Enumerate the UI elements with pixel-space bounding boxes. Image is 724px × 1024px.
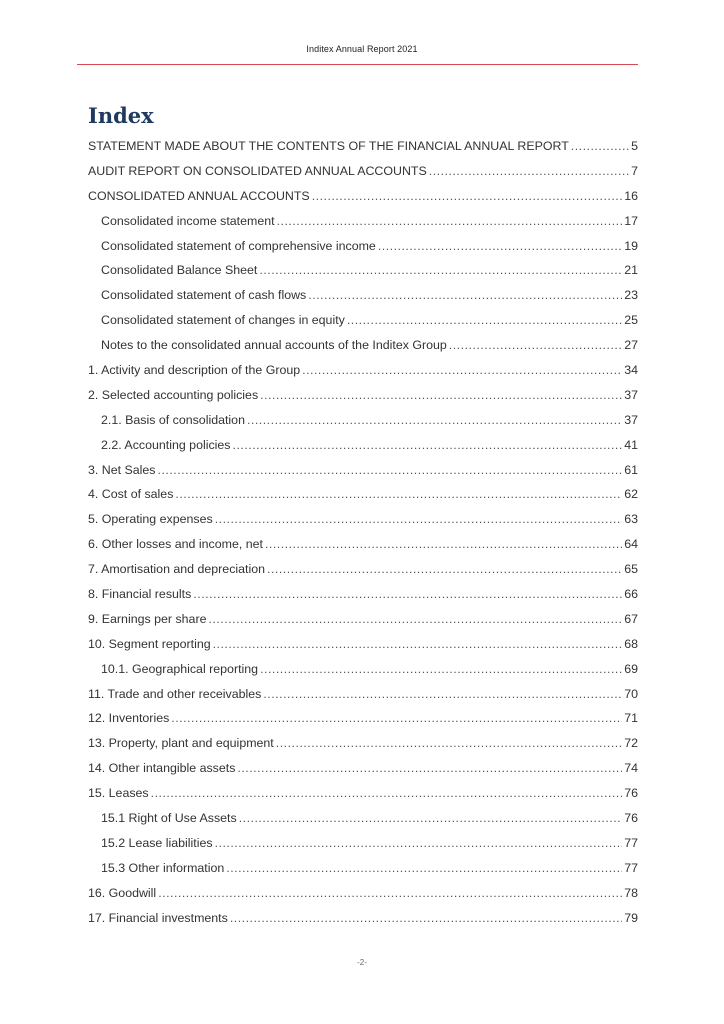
toc-leader-dots	[571, 134, 629, 159]
toc-entry-title: 15. Leases	[88, 786, 149, 801]
toc-leader-dots	[158, 458, 623, 483]
toc-leader-dots	[347, 308, 622, 333]
toc-entry-title: 15.2 Lease liabilities	[101, 835, 213, 850]
toc-entry-title: 11. Trade and other receivables	[88, 686, 262, 701]
toc-leader-dots	[263, 682, 622, 707]
toc-entry-title: Consolidated statement of changes in equity	[101, 313, 345, 328]
toc-entry-page: 41	[624, 437, 638, 452]
toc-entry-title: Consolidated Balance Sheet	[101, 263, 258, 278]
toc-leader-dots	[247, 408, 622, 433]
toc-entry-page: 65	[624, 562, 638, 577]
toc-entry[interactable]	[88, 209, 638, 234]
toc-entry-page: 17	[624, 213, 638, 228]
toc-leader-dots	[233, 433, 623, 458]
toc-entry[interactable]	[88, 383, 638, 408]
toc-leader-dots	[429, 159, 629, 184]
toc-leader-dots	[277, 209, 623, 234]
toc-leader-dots	[449, 333, 622, 358]
toc-entry[interactable]	[88, 781, 638, 806]
toc-entry[interactable]	[88, 856, 638, 881]
toc-leader-dots	[312, 184, 623, 209]
toc-entry-title: 14. Other intangible assets	[88, 761, 236, 776]
toc-entry[interactable]	[88, 582, 638, 607]
toc-entry-page: 66	[624, 587, 638, 602]
toc-leader-dots	[259, 258, 622, 283]
header-divider	[77, 64, 638, 65]
toc-leader-dots	[260, 383, 622, 408]
toc-entry[interactable]	[88, 333, 638, 358]
toc-entry-title: 6. Other losses and income, net	[88, 537, 263, 552]
toc-leader-dots	[265, 532, 622, 557]
toc-entry-page: 68	[624, 636, 638, 651]
toc-entry-page: 21	[624, 263, 638, 278]
toc-entry-page: 34	[624, 363, 638, 378]
toc-leader-dots	[158, 881, 622, 906]
toc-entry-page: 76	[624, 786, 638, 801]
toc-leader-dots	[175, 482, 622, 507]
toc-entry-title: 15.1 Right of Use Assets	[101, 811, 237, 826]
toc-entry-page: 25	[624, 313, 638, 328]
toc-entry-title: 3. Net Sales	[88, 462, 156, 477]
toc-entry-page: 72	[624, 736, 638, 751]
toc-entry-page: 71	[624, 711, 638, 726]
toc-leader-dots	[239, 806, 623, 831]
toc-leader-dots	[237, 756, 622, 781]
toc-entry-title: CONSOLIDATED ANNUAL ACCOUNTS	[88, 188, 310, 203]
toc-entry[interactable]	[88, 682, 638, 707]
toc-entry-title: 9. Earnings per share	[88, 611, 207, 626]
toc-entry[interactable]	[88, 831, 638, 856]
toc-entry-title: Consolidated income statement	[101, 213, 275, 228]
toc-entry[interactable]	[88, 358, 638, 383]
toc-leader-dots	[230, 906, 622, 931]
toc-leader-dots	[171, 706, 622, 731]
report-header-title: Inditex Annual Report 2021	[306, 44, 418, 54]
toc-entry-title: Notes to the consolidated annual accounts of the Inditex Group	[101, 338, 447, 353]
toc-entry-page: 79	[624, 910, 638, 925]
toc-leader-dots	[213, 632, 623, 657]
toc-entry[interactable]	[88, 806, 638, 831]
toc-entry[interactable]	[88, 308, 638, 333]
toc-entry-page: 23	[624, 288, 638, 303]
toc-entry-page: 16	[624, 188, 638, 203]
toc-entry-page: 61	[624, 462, 638, 477]
toc-entry-title: 7. Amortisation and depreciation	[88, 562, 266, 577]
toc-entry-title: 2.2. Accounting policies	[101, 437, 231, 452]
toc-leader-dots	[267, 557, 622, 582]
toc-entry-page: 63	[624, 512, 638, 527]
toc-leader-dots	[215, 831, 623, 856]
toc-leader-dots	[208, 607, 622, 632]
toc-entry[interactable]	[88, 458, 638, 483]
toc-entry-page: 64	[624, 537, 638, 552]
toc-entry[interactable]	[88, 433, 638, 458]
toc-leader-dots	[151, 781, 623, 806]
toc-entry-page: 19	[624, 238, 638, 253]
toc-entry-page: 78	[624, 885, 638, 900]
toc-entry-title: 2. Selected accounting policies	[88, 387, 259, 402]
toc-entry-page: 76	[624, 811, 638, 826]
toc-entry[interactable]	[88, 408, 638, 433]
toc-entry-title: STATEMENT MADE ABOUT THE CONTENTS OF THE FINANCIAL ANNUAL REPORT	[88, 139, 569, 153]
toc-leader-dots	[193, 582, 622, 607]
toc-entry-page: 5	[631, 139, 638, 153]
toc-entry-title: 15.3 Other information	[101, 860, 225, 875]
toc-entry[interactable]	[88, 184, 638, 209]
toc-entry[interactable]	[88, 234, 638, 259]
toc-entry-title: 2.1. Basis of consolidation	[101, 412, 245, 427]
toc-leader-dots	[276, 731, 622, 756]
toc-entry-page: 67	[624, 611, 638, 626]
toc-entry-page: 27	[624, 338, 638, 353]
toc-entry-title: Consolidated statement of cash flows	[101, 288, 307, 303]
toc-entry-title: 17. Financial investments	[88, 910, 228, 925]
toc-entry[interactable]	[88, 881, 638, 906]
toc-entry-title: AUDIT REPORT ON CONSOLIDATED ANNUAL ACCOUNTS	[88, 163, 427, 178]
toc-entry-title: 13. Property, plant and equipment	[88, 736, 274, 751]
toc-entry[interactable]	[88, 482, 638, 507]
toc-entry[interactable]	[88, 134, 638, 159]
toc-entry-title: 10.1. Geographical reporting	[101, 661, 259, 676]
toc-entry-title: 5. Operating expenses	[88, 512, 213, 527]
toc-entry-page: 37	[624, 412, 638, 427]
toc-leader-dots	[302, 358, 622, 383]
toc-entry-title: 1. Activity and description of the Group	[88, 363, 301, 378]
toc-entry-page: 62	[624, 487, 638, 502]
toc-entry[interactable]	[88, 731, 638, 756]
toc-entry[interactable]	[88, 706, 638, 731]
toc-entry[interactable]	[88, 607, 638, 632]
toc-entry-title: 12. Inventories	[88, 711, 170, 726]
toc-entry-title: 8. Financial results	[88, 587, 192, 602]
toc-entry-page: 77	[624, 835, 638, 850]
toc-leader-dots	[260, 657, 622, 682]
toc-entry-page: 37	[624, 387, 638, 402]
page-number: -2-	[357, 958, 367, 967]
toc-entry-page: 7	[631, 163, 638, 178]
toc-entry[interactable]	[88, 632, 638, 657]
table-of-contents	[88, 134, 638, 931]
toc-entry[interactable]	[88, 258, 638, 283]
toc-entry-title: 10. Segment reporting	[88, 636, 211, 651]
toc-entry-page: 69	[624, 661, 638, 676]
toc-entry-title: Consolidated statement of comprehensive income	[101, 238, 376, 253]
index-heading: Index	[88, 103, 154, 128]
toc-entry-page: 74	[624, 761, 638, 776]
toc-entry[interactable]	[88, 159, 638, 184]
toc-entry-page: 77	[624, 860, 638, 875]
toc-entry-title: 4. Cost of sales	[88, 487, 174, 502]
toc-entry[interactable]	[88, 657, 638, 682]
toc-entry[interactable]	[88, 906, 638, 931]
toc-entry-page: 70	[624, 686, 638, 701]
toc-entry[interactable]	[88, 557, 638, 582]
toc-entry-title: 16. Goodwill	[88, 885, 157, 900]
toc-entry[interactable]	[88, 756, 638, 781]
toc-entry[interactable]	[88, 507, 638, 532]
toc-leader-dots	[226, 856, 622, 881]
toc-leader-dots	[308, 283, 622, 308]
toc-leader-dots	[215, 507, 623, 532]
toc-entry[interactable]	[88, 283, 638, 308]
toc-leader-dots	[378, 234, 622, 259]
toc-entry[interactable]	[88, 532, 638, 557]
